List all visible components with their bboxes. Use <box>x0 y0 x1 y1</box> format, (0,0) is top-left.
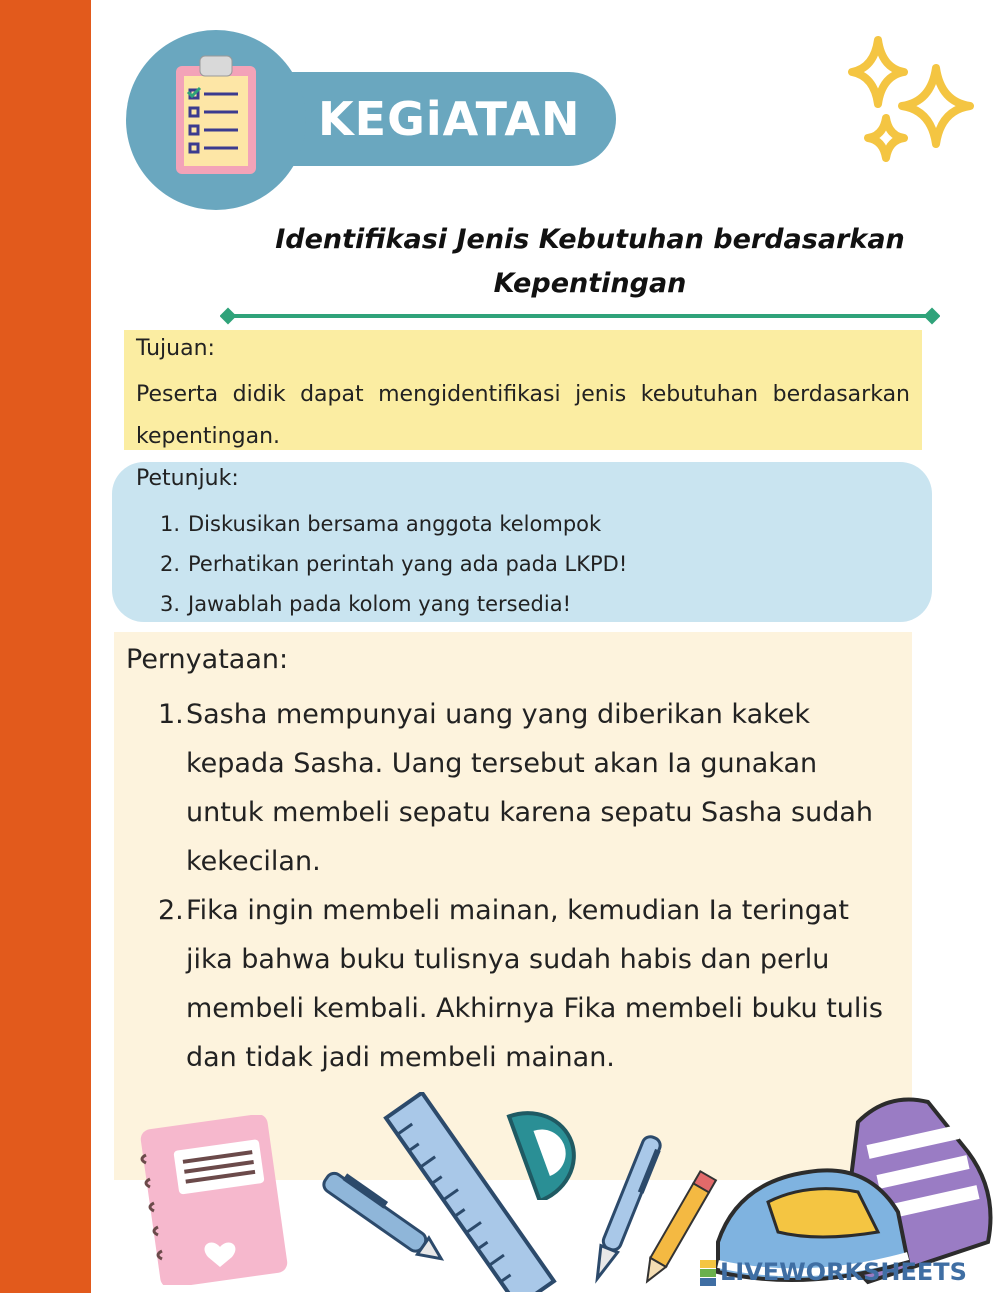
section-subtitle <box>250 218 930 306</box>
objective-text: Peserta didik dapat mengidentifikasi jenis kebutuhan berdasarkan kepentingan. <box>136 382 910 449</box>
watermark-text: LIVEWORKSHEETS <box>720 1258 967 1286</box>
list-item <box>158 690 888 886</box>
item-text: Fika ingin membeli mainan, kemudian Ia teringat jika bahwa buku tulisnya sudah habis dan perlu membeli kembali. Akhirnya Fika membeli buku tulis dan tidak jadi membeli mainan. <box>186 895 883 1073</box>
logo-icon <box>700 1260 716 1286</box>
item-number: 1. <box>160 512 181 536</box>
list-item <box>158 886 888 1082</box>
page-title: KEGiATAN 1 <box>318 92 581 216</box>
objective-box <box>124 330 922 450</box>
item-number: 3. <box>160 592 181 616</box>
item-text: Diskusikan bersama anggota kelompok <box>188 512 602 536</box>
item-text: Jawablah pada kolom yang tersedia! <box>188 592 571 616</box>
statements-list <box>158 690 888 1082</box>
notebook-icon <box>138 1115 288 1285</box>
item-text: Perhatikan perintah yang ada pada LKPD! <box>188 552 628 576</box>
instructions-box <box>112 462 932 622</box>
subtitle-line-1: Identifikasi Jenis Kebutuhan berdasarkan <box>275 224 905 255</box>
list-item <box>160 504 627 544</box>
watermark-logo <box>700 1258 967 1288</box>
subtitle-line-2: Kepentingan <box>493 268 687 299</box>
list-item <box>160 584 627 624</box>
divider-line <box>220 306 940 326</box>
item-text: Sasha mempunyai uang yang diberikan kakek kepada Sasha. Uang tersebut akan Ia gunakan untuk membeli sepatu karena sepatu Sasha sudah kekecilan. <box>186 699 874 877</box>
clipboard-icon <box>168 50 263 180</box>
item-number: 1. <box>158 699 184 730</box>
instructions-label: Petunjuk: <box>136 466 239 491</box>
sparkle-icon <box>838 30 988 170</box>
instructions-list <box>160 504 627 624</box>
orange-sidebar <box>0 0 91 1293</box>
list-item <box>160 544 627 584</box>
objective-label: Tujuan: <box>136 336 215 361</box>
statements-label: Pernyataan: <box>126 644 289 675</box>
item-number: 2. <box>158 895 184 926</box>
item-number: 2. <box>160 552 181 576</box>
